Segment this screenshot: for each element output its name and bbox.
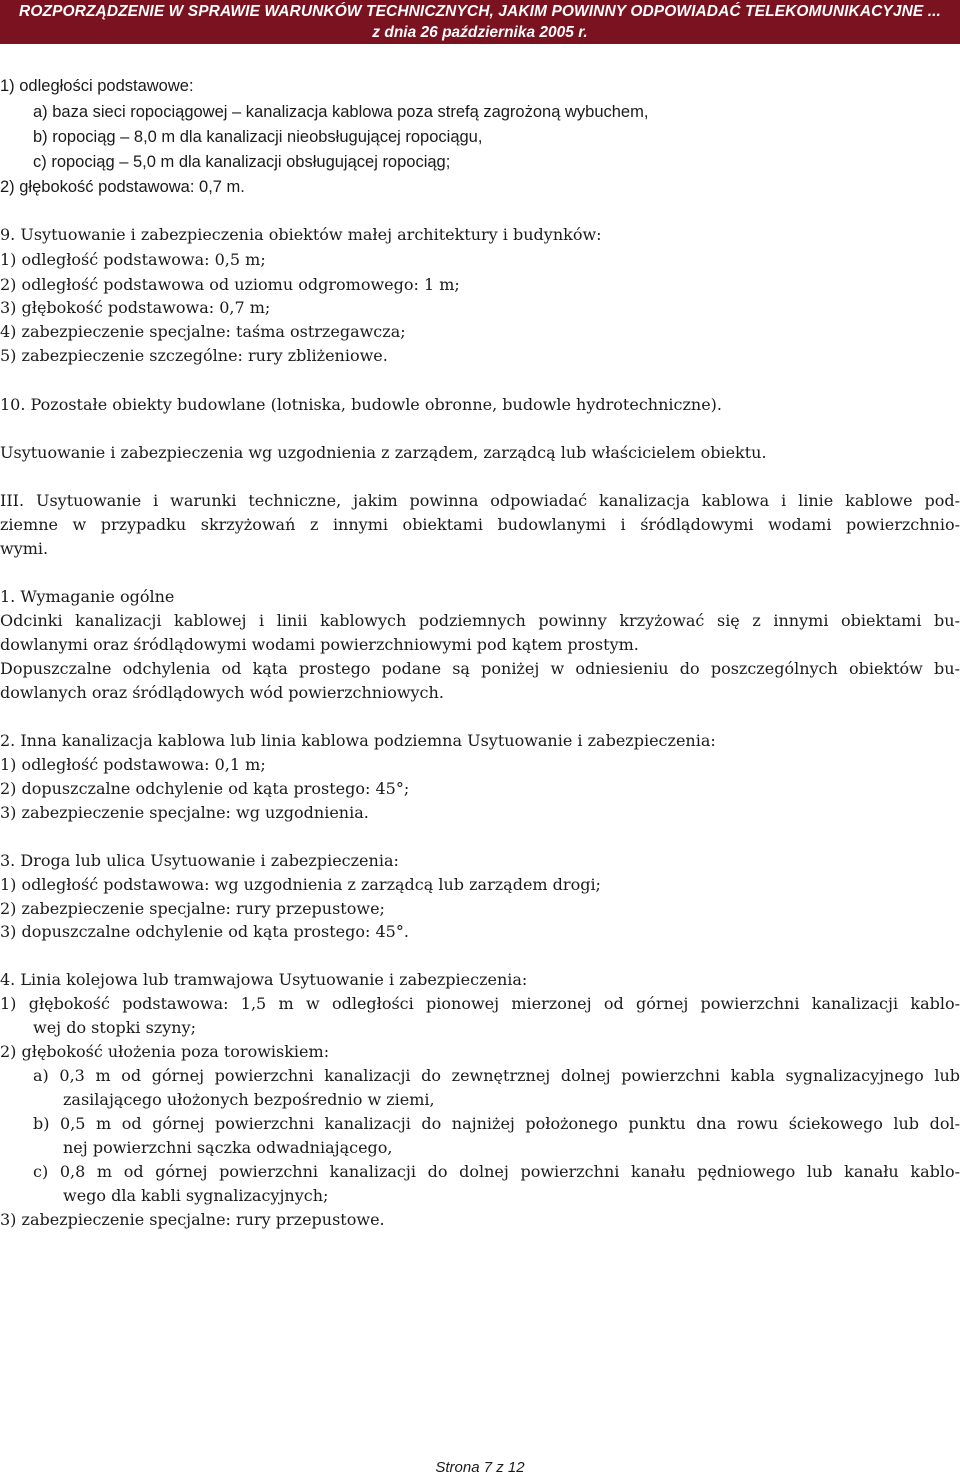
text-line: c) ropociąg – 5,0 m dla kanalizacji obsługującej ropociąg; — [33, 153, 451, 171]
text-line: 2) dopuszczalne odchylenie od kąta prostego: 45°; — [0, 779, 410, 798]
text-line: wymi. — [0, 539, 49, 558]
text-line: 1) odległość podstawowa: wg uzgodnienia z zarządcą lub zarządem drogi; — [0, 875, 601, 894]
text-line: dowlanych oraz śródlądowych wód powierzchniowych. — [0, 683, 444, 702]
text-line: 2) odległość podstawowa od uziomu odgromowego: 1 m; — [0, 275, 460, 294]
section-heading: 10. Pozostałe obiekty budowlane (lotniska, budowle obronne, budowle hydrotechniczne). — [0, 395, 722, 414]
text-line: 2) głębokość ułożenia poza torowiskiem: — [0, 1042, 330, 1061]
section-heading: 3. Droga lub ulica Usytuowanie i zabezpieczenia: — [0, 851, 399, 870]
text-line: c) 0,8 m od górnej powierzchni kanalizacji do dolnej powierzchni kanału pędniowego lub kanału kablo- — [33, 1162, 960, 1181]
text-line: 3) zabezpieczenie specjalne: wg uzgodnienia. — [0, 803, 369, 822]
section-heading: III. Usytuowanie i warunki techniczne, jakim powinna odpowiadać kanalizacja kablowa i linie kablowe pod- — [0, 491, 960, 510]
text-line: wego dla kabli sygnalizacyjnych; — [63, 1186, 329, 1205]
text-line: ziemne w przypadku skrzyżowań z innymi obiektami budowlanymi i śródlądowymi wodami powierzchnio- — [0, 515, 960, 534]
text-line: 1) odległości podstawowe: — [0, 77, 194, 95]
text-line: 2) zabezpieczenie specjalne: rury przepustowe; — [0, 899, 385, 918]
text-line: b) 0,5 m od górnej powierzchni kanalizacji do najniżej położonego punktu dna rowu ściekowego lub dol- — [33, 1114, 960, 1133]
text-line: wej do stopki szyny; — [33, 1018, 196, 1037]
section-heading: 2. Inna kanalizacja kablowa lub linia kablowa podziemna Usytuowanie i zabezpieczenia: — [0, 731, 716, 750]
text-line: 3) głębokość podstawowa: 0,7 m; — [0, 298, 271, 317]
text-line: Odcinki kanalizacji kablowej i linii kablowych podziemnych powinny krzyżować się z innymi obiektami bu- — [0, 611, 960, 630]
section-heading: 1. Wymaganie ogólne — [0, 587, 175, 606]
text-line: 5) zabezpieczenie szczególne: rury zbliżeniowe. — [0, 346, 388, 365]
text-line: a) baza sieci ropociągowej – kanalizacja kablowa poza strefą zagrożoną wybuchem, — [33, 103, 649, 121]
document-header — [0, 0, 960, 44]
text-line: a) 0,3 m od górnej powierzchni kanalizacji do zewnętrznej dolnej powierzchni kabla sygnalizacyjnego lub — [33, 1066, 960, 1085]
text-line: 3) dopuszczalne odchylenie od kąta prostego: 45°. — [0, 922, 409, 941]
text-line: zasilającego ułożonych bezpośrednio w ziemi, — [63, 1090, 435, 1109]
text-line: 1) odległość podstawowa: 0,5 m; — [0, 250, 266, 269]
text-line: 1) odległość podstawowa: 0,1 m; — [0, 755, 266, 774]
text-line: dowlanymi oraz śródlądowymi wodami powierzchniowymi pod kątem prostym. — [0, 635, 639, 654]
page-number: Strona 7 z 12 — [435, 1459, 525, 1476]
text-line: nej powierzchni sączka odwadniającego, — [63, 1138, 393, 1157]
text-line: b) ropociąg – 8,0 m dla kanalizacji nieobsługującej ropociągu, — [33, 128, 483, 146]
text-line: 2) głębokość podstawowa: 0,7 m. — [0, 178, 245, 196]
section-heading: 4. Linia kolejowa lub tramwajowa Usytuowanie i zabezpieczenia: — [0, 970, 528, 989]
section-heading: 9. Usytuowanie i zabezpieczenia obiektów małej architektury i budynków: — [0, 225, 602, 244]
header-date: z dnia 26 października 2005 r. — [372, 24, 588, 41]
text-line: 3) zabezpieczenie specjalne: rury przepustowe. — [0, 1210, 385, 1229]
text-line: 4) zabezpieczenie specjalne: taśma ostrzegawcza; — [0, 322, 406, 341]
text-line: 1) głębokość podstawowa: 1,5 m w odległości pionowej mierzonej od górnej powierzchni kanalizacji kablo- — [0, 994, 960, 1013]
text-line: Usytuowanie i zabezpieczenia wg uzgodnienia z zarządem, zarządcą lub właścicielem obiektu. — [0, 443, 767, 462]
header-title: ROZPORZĄDZENIE W SPRAWIE WARUNKÓW TECHNICZNYCH, JAKIM POWINNY ODPOWIADAĆ TELEKOMUNIKACYJNE ... — [19, 3, 941, 20]
text-line: Dopuszczalne odchylenia od kąta prostego podane są poniżej w odniesieniu do poszczególnych obiektów bu- — [0, 659, 960, 678]
